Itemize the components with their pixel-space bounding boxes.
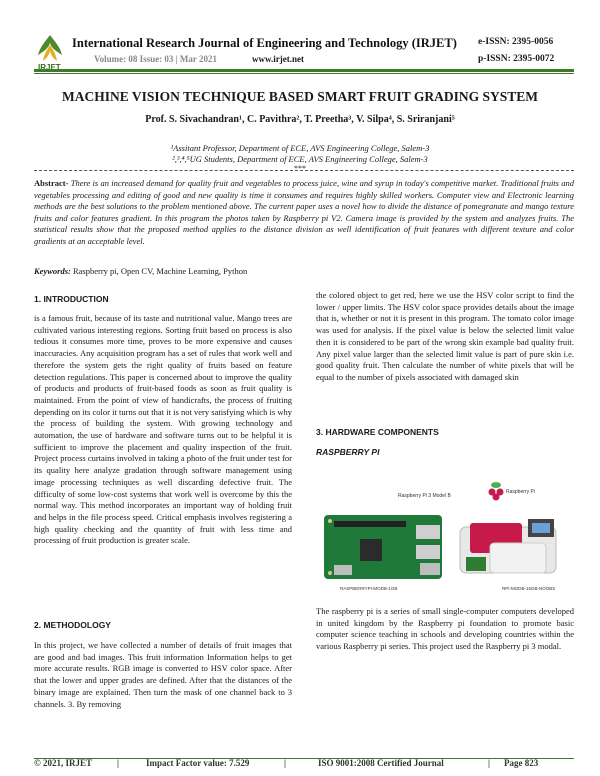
hardware-heading: 3. HARDWARE COMPONENTS (316, 427, 439, 437)
footer-sep-2: | (284, 758, 286, 768)
journal-name: International Research Journal of Engineering and Technology (IRJET) (72, 36, 457, 50)
figure-graphic (320, 473, 574, 593)
footer-impact-factor: Impact Factor value: 7.529 (146, 758, 250, 768)
p-issn: p-ISSN: 2395-0072 (478, 54, 555, 64)
raspberry-pi-kit (460, 519, 556, 573)
method-heading: 2. METHODOLOGY (34, 620, 111, 630)
raspberry-pi-figure (320, 473, 574, 593)
volume-issue: Volume: 08 Issue: 03 | Mar 2021 (94, 54, 217, 64)
keywords-text: Raspberry pi, Open CV, Machine Learning, Python (72, 266, 248, 276)
paper-title: MACHINE VISION TECHNIQUE BASED SMART FRUIT GRADING SYSTEM (62, 89, 538, 104)
footer-iso: ISO 9001:2008 Certified Journal (318, 758, 444, 768)
raspberry-pi-board (324, 515, 442, 579)
header-rule (34, 69, 574, 72)
abstract-label: Abstract- (34, 178, 69, 188)
separator-stars: *** (294, 164, 306, 173)
footer-sep-3: | (488, 758, 490, 768)
raspberry-pi-heading: RASPBERRY PI (316, 447, 380, 457)
footer-copyright: © 2021, IRJET (34, 758, 92, 768)
separator-line (34, 170, 574, 171)
raspberry-logo-icon (489, 482, 504, 501)
abstract-text: There is an increased demand for quality fruit and vegetables to process juice, wine and syrup in today's competitive market. Traditional fruits and vegetables processing and editing of good and new quality is time it consumes and requires highly skilled workers. Computer view and Electronic learning methods are the best solutions to the problem mentioned above. The current paper uses a novel how to divide the distance of pomegranate and mango texture fruits and color features gradient. In this program the photos taken by Raspberry pi V2. Camera image is provided by the system and analyzes fruits. The statistical results show that the proposed method applies to the distance division as well identification of fruit features with different texture and color gradients at an acceptable level. (34, 178, 574, 246)
intro-text: is a famous fruit, because of its taste and nutritional value. Mango trees are cultivated various interesting regions. Sorting fruit based on process is also tedious it consumes more time, proves to be more expensive and causes inaccuracies. Any acquisition program has a set of rules that work well and therefore the system gets the right quality of fruits based on feature detection regulations. This paper is concerned about to improve the quality of products and products of fruit-based foods as soon as fruit quality is maintained. From the point of view of handicrafts, the process of fruiting depending on its color it turns out that it is not very satisfying which is why the process of building the system. With growing technology and automation, the use of hardware and software turns out to be helpful it is sufficient to improve the placement and quality inspection of the fruit. Project process curtains involved in taking a photo of the fruit under test for its quality here analyze gradation through software management using image processing techniques as well discarding defective fruit. The difficulty of some low-cost systems that work well is overcome by this the normal way. This method incorporates an important way of holding fruit and helps in the file process speed. Critical emphasis involves registering a high quality checking and the quantity of fruit with less time and processing of fruit production is greater scale. (34, 313, 293, 546)
keywords (34, 266, 574, 276)
figure-brand-label: Raspberry Pi (506, 489, 535, 495)
website: www.irjet.net (252, 54, 304, 64)
e-issn: e-ISSN: 2395-0056 (478, 37, 554, 47)
footer-rule (34, 758, 574, 759)
figure-model-label: Raspberry Pi 3 Model B (398, 493, 451, 499)
footer-sep-1: | (117, 758, 119, 768)
figure-caption-left: RASPBERRYPI-MODB-1GB (340, 586, 398, 591)
footer-page: Page 823 (504, 758, 539, 768)
authors: Prof. S. Sivachandran¹, C. Pavithra², T. Preetha³, V. Silpa⁴, S. Sriranjani⁵ (145, 114, 455, 125)
abstract (34, 178, 574, 248)
affiliation-2: ²,³,⁴,⁵UG Students, Department of ECE, AVS Engineering College, Salem-3 (172, 154, 428, 164)
logo-text: IRJET (38, 63, 61, 72)
raspberry-pi-text: The raspberry pi is a series of small single-computer computers developed in united kingdom by the Raspberry pi foundation to promote basic computer science teaching in schools and developing countries within the various Raspberry pi series. This project used the Raspberry pi 3 modal. (316, 606, 574, 652)
affiliation-1: ¹Assitant Professor, Department of ECE, AVS Engineering College, Salem-3 (170, 143, 430, 153)
figure-caption-right: RPI-MODB-16GB-NOOBS (502, 586, 556, 591)
method-text: In this project, we have collected a number of details of fruit images that are good and bad images. This fruit information Information helps to get more accurate results. RGB image is converted to HSV color space. After that the lower and upper grades are defined. After that the distances of the binary image are explained. Then turn the mask of one channel back to 3 channels. 3. By removing (34, 640, 292, 709)
method-text-continued: the colored object to get red, here we use the HSV color script to find the lower / upper limits. The HSV color space provides details about the image that is, whether or not it is present in this program. The tomato color image was used for analysis. If the pixel value is below the selected limit value then it is considered to be part of the wrong skin example bad quality fruit. Any pixel value larger than the selected limit value is part of pure skin i.e. good quality fruit. Then calculate the number of white pixels that will be equal to the number of pixels associated with damaged skin (316, 290, 574, 382)
intro-heading: 1. INTRODUCTION (34, 294, 109, 304)
keywords-label: Keywords: (34, 266, 71, 276)
header-rule-thin (34, 73, 574, 74)
